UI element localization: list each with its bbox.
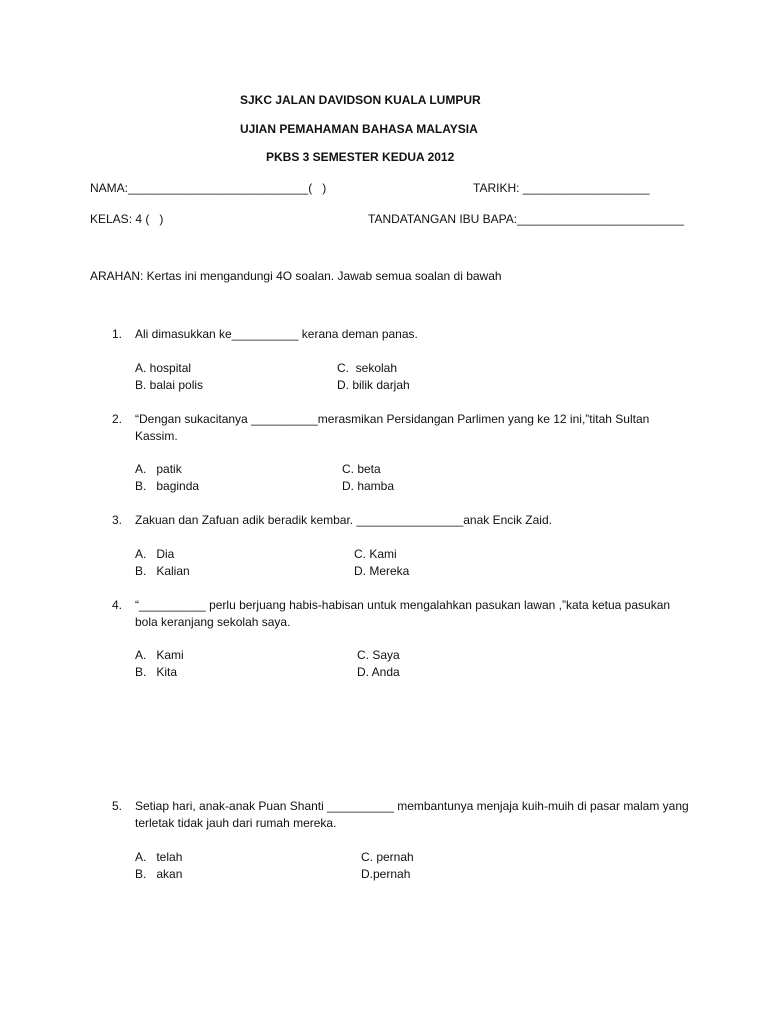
option-b: B. Kalian: [135, 564, 190, 578]
option-c: C. Kami: [354, 547, 397, 561]
test-title: UJIAN PEMAHAMAN BAHASA MALAYSIA: [240, 122, 478, 136]
option-c: C. sekolah: [337, 361, 398, 375]
question-text: “Dengan sukacitanya __________merasmikan Persidangan Parlimen yang ke 12 ini,”titah Sultan Kassim.: [135, 412, 650, 443]
option-b: B. balai polis: [135, 378, 204, 392]
option-a: A. telah: [135, 850, 183, 864]
option-d: D. Anda: [357, 665, 400, 679]
option-d: D.pernah: [361, 867, 411, 881]
option-d: D. bilik darjah: [337, 378, 410, 392]
tandatangan-field: TANDATANGAN IBU BAPA:_________________________: [368, 212, 684, 226]
tarikh-field: TARIKH: ___________________: [473, 181, 650, 195]
option-c: C. beta: [342, 462, 381, 476]
option-b: B. baginda: [135, 479, 200, 493]
option-a: A. Kami: [135, 648, 184, 662]
question-text: Ali dimasukkan ke__________ kerana deman panas.: [135, 327, 418, 341]
question-number: 3.: [112, 513, 123, 527]
option-d: D. hamba: [342, 479, 395, 493]
option-c: C. pernah: [361, 850, 414, 864]
school-name: SJKC JALAN DAVIDSON KUALA LUMPUR: [240, 93, 481, 107]
option-b: B. akan: [135, 867, 183, 881]
option-a: A. Dia: [135, 547, 175, 561]
option-a: A. patik: [135, 462, 182, 476]
nama-field: NAMA:___________________________( ): [90, 181, 327, 195]
option-c: C. Saya: [357, 648, 400, 662]
question-number: 4.: [112, 598, 123, 612]
instructions: ARAHAN: Kertas ini mengandungi 4O soalan. Jawab semua soalan di bawah: [90, 269, 502, 283]
question-text: “__________ perlu berjuang habis-habisan untuk mengalahkan pasukan lawan ,”kata ketua pasukan bola keranjang sekolah saya.: [135, 598, 671, 629]
question-text: Setiap hari, anak-anak Puan Shanti __________ membantunya menjaja kuih-muih di pasar malam yang terletak tidak jauh dari rumah mereka.: [135, 799, 689, 830]
question-number: 5.: [112, 799, 123, 813]
option-a: A. hospital: [135, 361, 192, 375]
question-number: 2.: [112, 412, 123, 426]
question-text: Zakuan dan Zafuan adik beradik kembar. ________________anak Encik Zaid.: [135, 513, 552, 527]
option-b: B. Kita: [135, 665, 178, 679]
kelas-field: KELAS: 4 ( ): [90, 212, 164, 226]
term-title: PKBS 3 SEMESTER KEDUA 2012: [266, 150, 455, 164]
option-d: D. Mereka: [354, 564, 410, 578]
question-number: 1.: [112, 327, 123, 341]
